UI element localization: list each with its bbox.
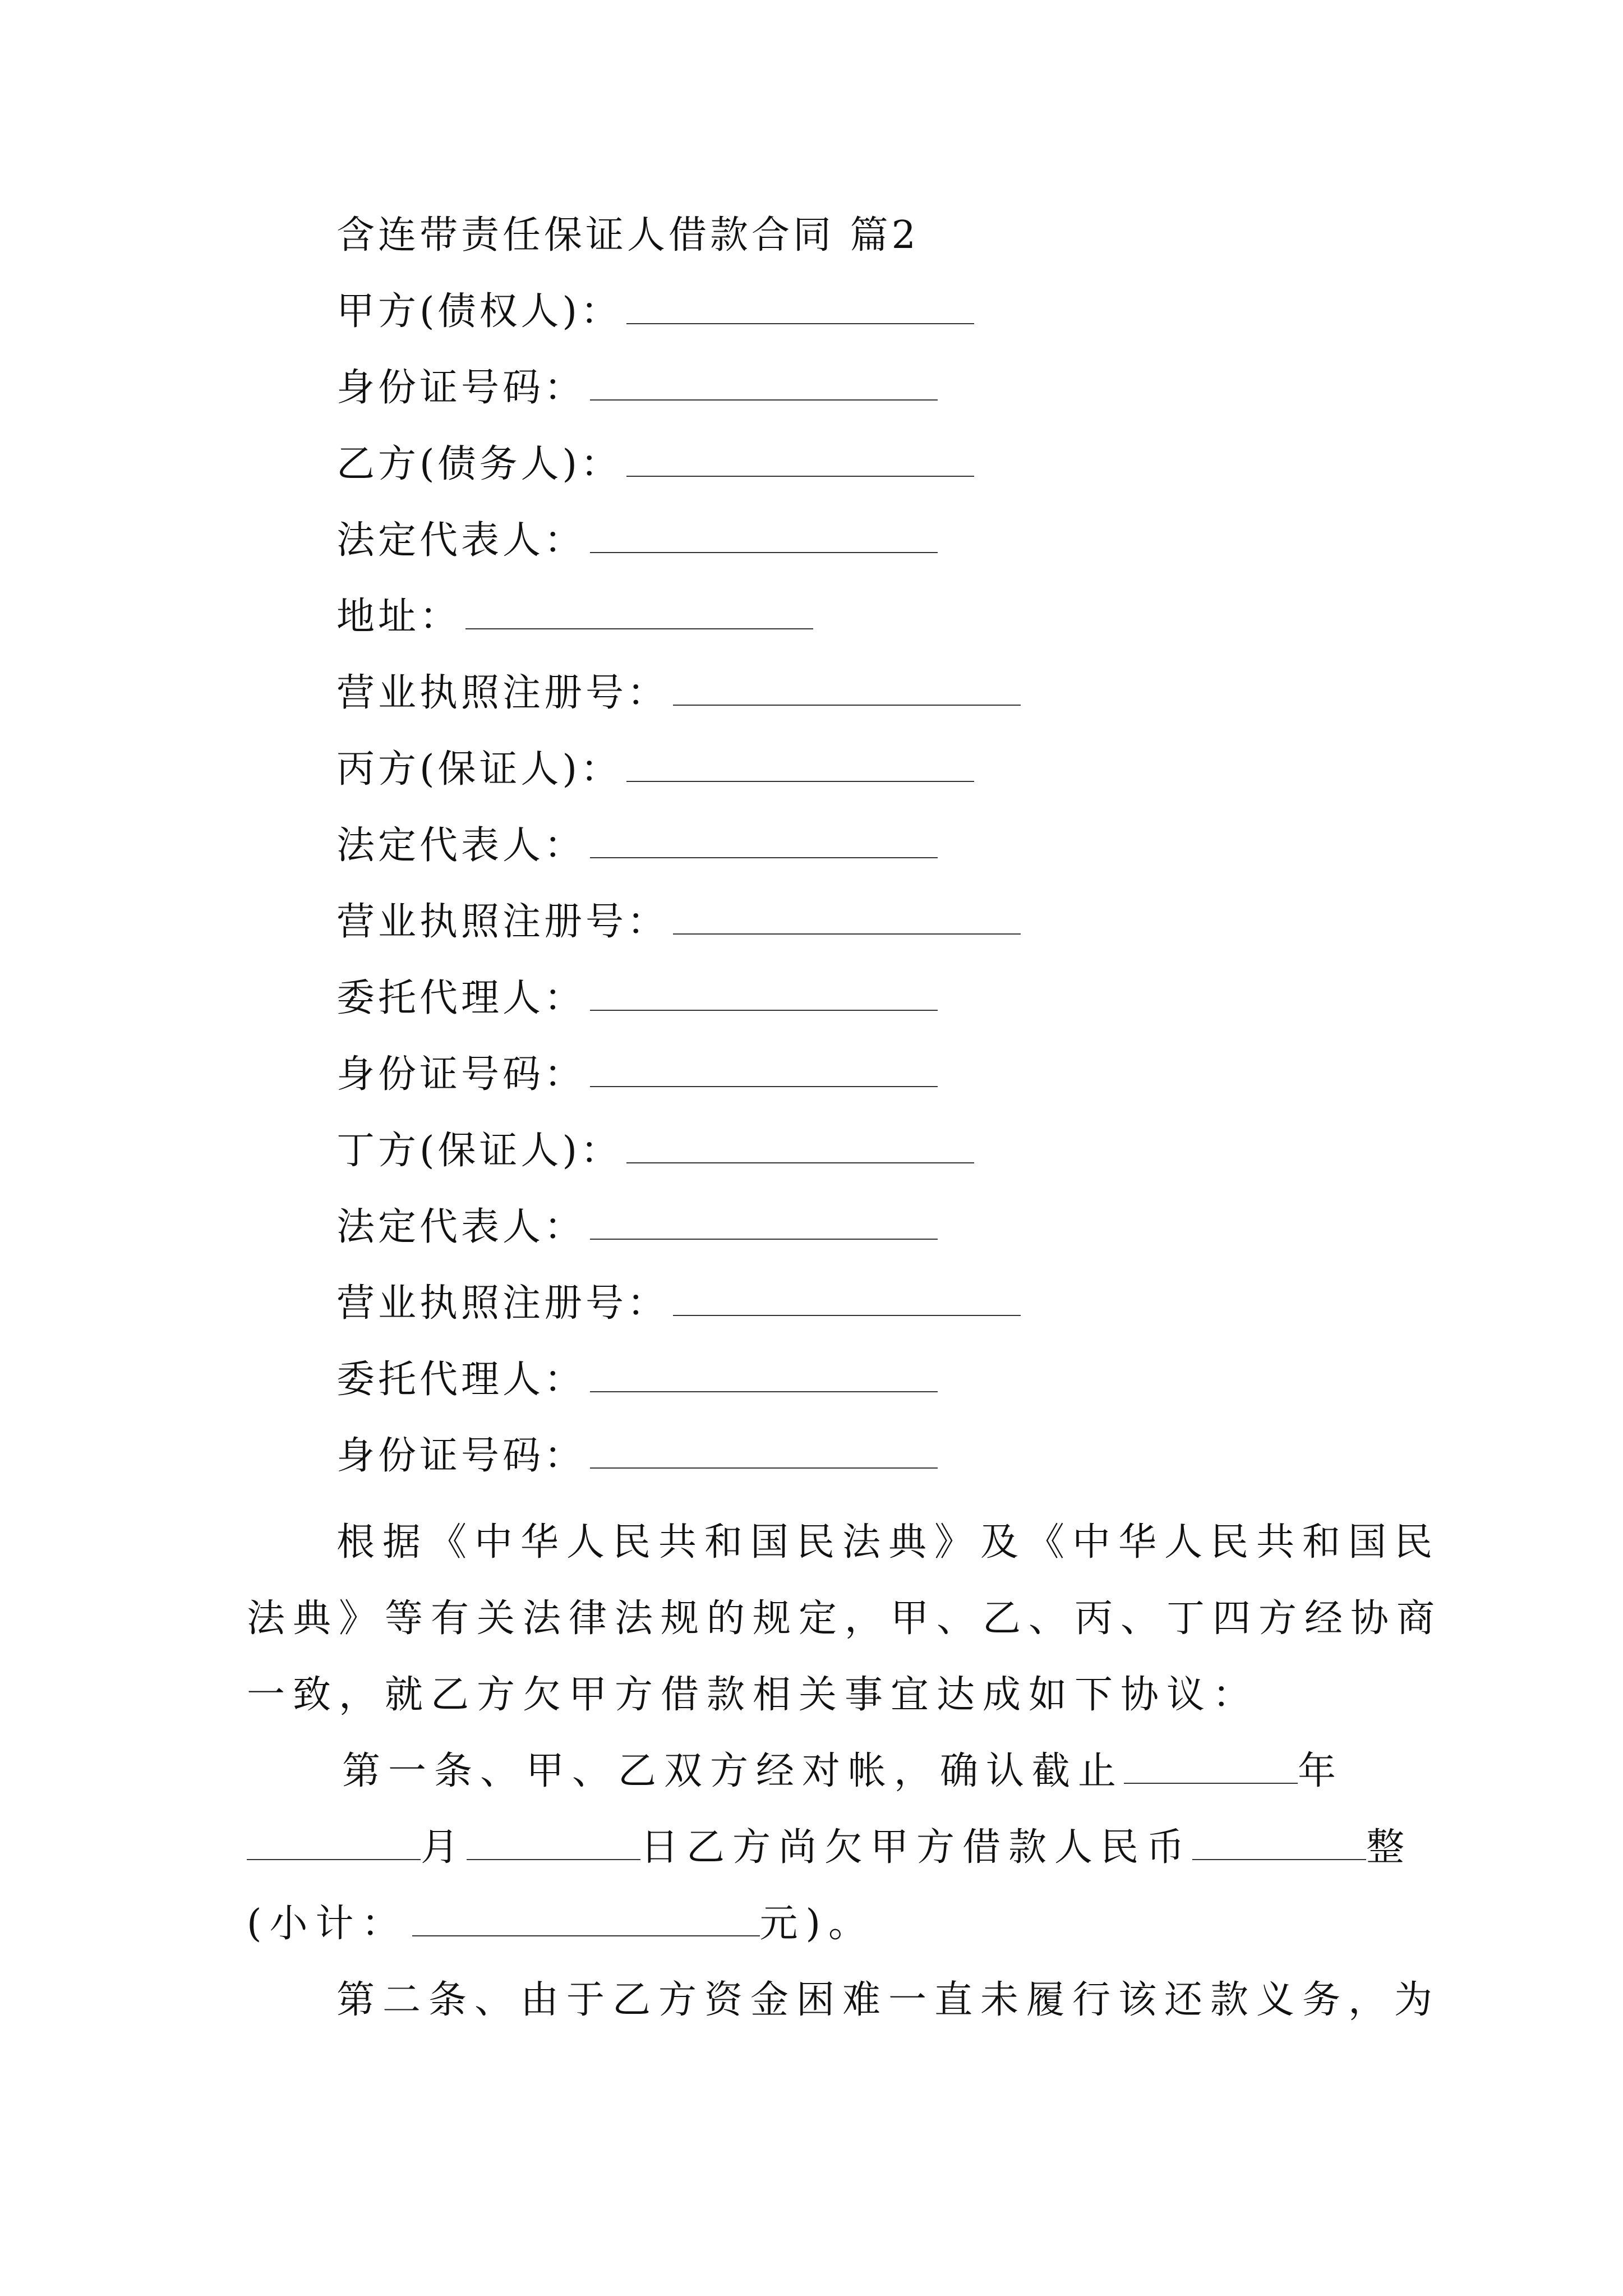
blank-line (590, 377, 938, 401)
blank-line (673, 682, 1021, 706)
subtotal-close: 元)。 (759, 1902, 875, 1946)
field-id-number (336, 1047, 938, 1103)
blank-line (247, 1837, 421, 1860)
field-label: 甲方(债权人)： (336, 289, 623, 334)
field-legal-rep (336, 513, 938, 569)
zheng-label: 整 (1366, 1825, 1413, 1870)
blank-line (1124, 1760, 1298, 1784)
blank-line (626, 758, 974, 782)
intro-line-2: 法典》等有关法律法规的规定，甲、乙、丙、丁四方经协商 (247, 1596, 1443, 1641)
field-label: 营业执照注册号： (336, 1281, 669, 1326)
field-label: 身份证号码： (336, 1052, 586, 1097)
blank-line (590, 987, 938, 1011)
blank-line (626, 301, 974, 324)
field-registration (336, 665, 1021, 721)
article-2-line-1: 第二条、由于乙方资金困难一直未履行该还款义务，为 (336, 1978, 1441, 2022)
field-label: 丁方(保证人)： (336, 1129, 623, 1173)
blank-line (673, 911, 1021, 935)
field-label: 地址： (336, 595, 462, 639)
blank-line (590, 835, 938, 858)
blank-line (590, 530, 938, 553)
field-creditor (336, 284, 974, 340)
field-guarantor-d (336, 1123, 974, 1179)
field-label: 委托代理人： (336, 976, 586, 1020)
blank-line (590, 1445, 938, 1469)
field-registration (336, 894, 1021, 950)
field-id-number (336, 1428, 938, 1484)
field-label: 营业执照注册号： (336, 900, 669, 944)
field-debtor (336, 436, 974, 493)
field-guarantor-c (336, 742, 974, 798)
field-agent (336, 970, 938, 1027)
intro-line-1: 根据《中华人民共和国民法典》及《中华人民共和国民 (336, 1520, 1441, 1565)
blank-line (412, 1913, 760, 1936)
year-label: 年 (1298, 1749, 1344, 1793)
blank-line (626, 453, 974, 477)
field-label: 营业执照注册号： (336, 671, 669, 715)
blank-line (673, 1292, 1021, 1316)
blank-line (1192, 1837, 1366, 1860)
field-label: 委托代理人： (336, 1358, 586, 1402)
document-title: 含连带责任保证人借款合同 篇2 (336, 213, 919, 257)
field-id-number (336, 360, 938, 416)
blank-line (590, 1369, 938, 1392)
blank-line (590, 1216, 938, 1240)
article-1-line-2 (247, 1810, 1412, 1886)
field-address (336, 589, 813, 645)
field-label: 乙方(债务人)： (336, 442, 623, 486)
field-agent (336, 1352, 938, 1408)
article-1-line-1 (342, 1733, 1344, 1810)
field-label: 身份证号码： (336, 366, 586, 410)
blank-line (590, 1064, 938, 1087)
field-label: 法定代表人： (336, 518, 586, 563)
blank-line (465, 606, 813, 629)
blank-line (467, 1837, 640, 1860)
field-label: 身份证号码： (336, 1434, 586, 1478)
article-1-line-3 (247, 1886, 874, 1962)
blank-line (626, 1140, 974, 1163)
field-label: 法定代表人： (336, 823, 586, 868)
article-1-text: 第一条、甲、乙双方经对帐，确认截止 (342, 1749, 1124, 1793)
field-legal-rep (336, 818, 938, 874)
field-legal-rep (336, 1199, 938, 1255)
month-label: 月 (421, 1825, 467, 1870)
field-label: 法定代表人： (336, 1205, 586, 1249)
field-registration (336, 1276, 1021, 1332)
intro-line-3: 一致，就乙方欠甲方借款相关事宜达成如下协议： (247, 1673, 1259, 1717)
field-label: 丙方(保证人)： (336, 747, 623, 792)
subtotal-open: (小计： (247, 1902, 408, 1946)
day-text: 日乙方尚欠甲方借款人民币 (640, 1825, 1193, 1870)
